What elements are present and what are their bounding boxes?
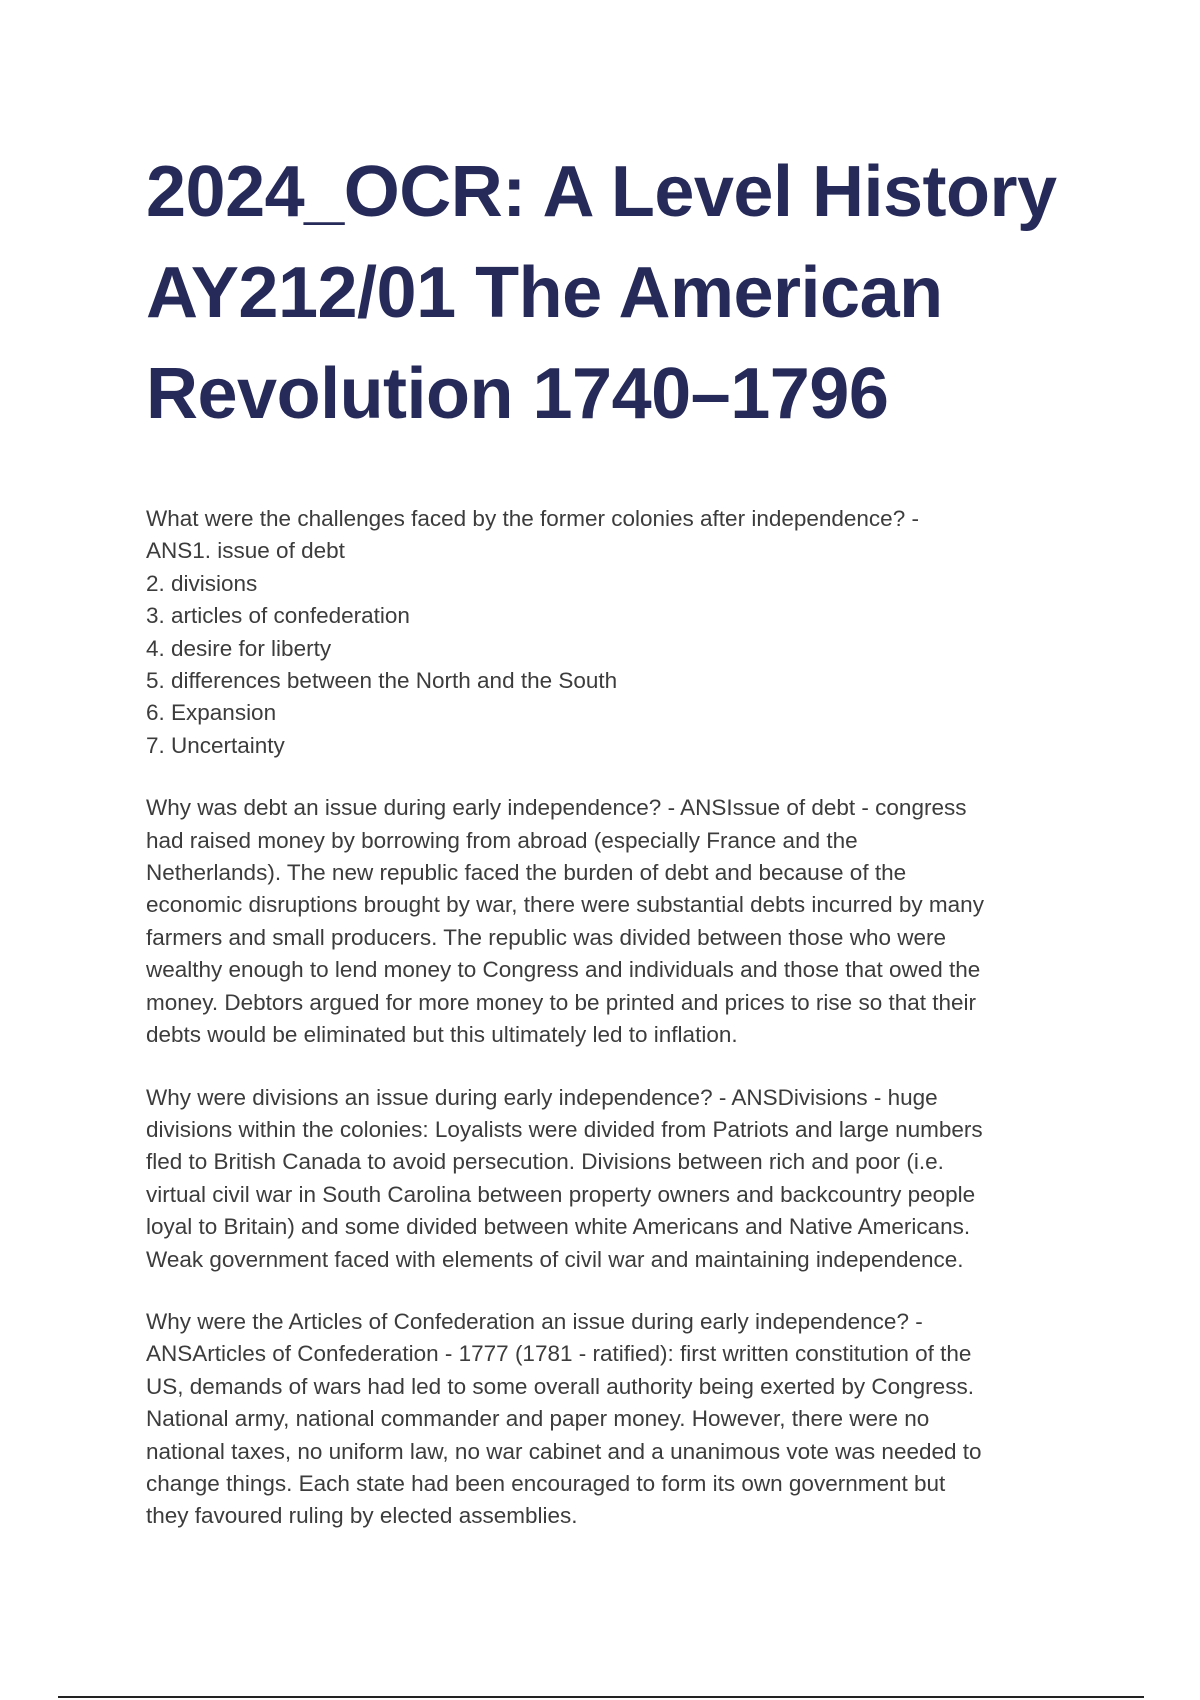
- text-line: debts would be eliminated but this ultimately led to inflation.: [146, 1022, 738, 1048]
- text-line: Why were the Articles of Confederation an issue during early independence? -: [146, 1308, 923, 1334]
- text-line: ANS1. issue of debt: [146, 538, 345, 564]
- text-line: had raised money by borrowing from abroad (especially France and the: [146, 827, 858, 853]
- text-line: ANSArticles of Confederation - 1777 (1781 - ratified): first written constitution of the: [146, 1341, 972, 1367]
- footer-divider: [58, 1696, 1144, 1698]
- text-line: divisions within the colonies: Loyalists were divided from Patriots and large numbers: [146, 1116, 983, 1142]
- document-body: [146, 503, 1066, 1563]
- qa-block-challenges: [146, 503, 1066, 762]
- text-line: 2. divisions: [146, 570, 258, 596]
- text-line: What were the challenges faced by the former colonies after independence? -: [146, 506, 919, 531]
- text-line: National army, national commander and paper money. However, there were no: [146, 1406, 930, 1432]
- document-title: [146, 142, 1086, 445]
- title-line: Revolution 1740–1796: [146, 354, 889, 434]
- text-line: Weak government faced with elements of civil war and maintaining independence.: [146, 1246, 964, 1272]
- text-line: they favoured ruling by elected assemblies.: [146, 1503, 578, 1529]
- text-line: 5. differences between the North and the South: [146, 668, 618, 694]
- qa-block-divisions: [146, 1082, 1066, 1276]
- text-line: virtual civil war in South Carolina between property owners and backcountry people: [146, 1181, 976, 1207]
- text-line: Why were divisions an issue during early independence? - ANSDivisions - huge: [146, 1084, 938, 1110]
- text-line: Netherlands). The new republic faced the burden of debt and because of the: [146, 860, 907, 886]
- text-line: money. Debtors argued for more money to be printed and prices to rise so that their: [146, 989, 977, 1015]
- text-line: change things. Each state had been encouraged to form its own government but: [146, 1470, 946, 1496]
- text-line: national taxes, no uniform law, no war cabinet and a unanimous vote was needed to: [146, 1438, 982, 1464]
- text-line: 3. articles of confederation: [146, 603, 410, 629]
- text-line: 4. desire for liberty: [146, 635, 332, 661]
- text-line: farmers and small producers. The republic was divided between those who were: [146, 924, 946, 950]
- text-line: fled to British Canada to avoid persecution. Divisions between rich and poor (i.e.: [146, 1149, 944, 1175]
- title-line: 2024_OCR: A Level History: [146, 152, 1057, 232]
- text-line: 7. Uncertainty: [146, 732, 285, 758]
- text-line: Why was debt an issue during early independence? - ANSIssue of debt - congress: [146, 795, 967, 821]
- title-line: AY212/01 The American: [146, 253, 943, 333]
- qa-block-articles: [146, 1306, 1066, 1533]
- text-line: US, demands of wars had led to some overall authority being exerted by Congress.: [146, 1373, 974, 1399]
- text-line: loyal to Britain) and some divided between white Americans and Native Americans.: [146, 1214, 971, 1240]
- text-line: wealthy enough to lend money to Congress and individuals and those that owed the: [146, 957, 981, 983]
- qa-block-debt: [146, 792, 1066, 1051]
- text-line: economic disruptions brought by war, there were substantial debts incurred by many: [146, 892, 984, 918]
- text-line: 6. Expansion: [146, 700, 277, 726]
